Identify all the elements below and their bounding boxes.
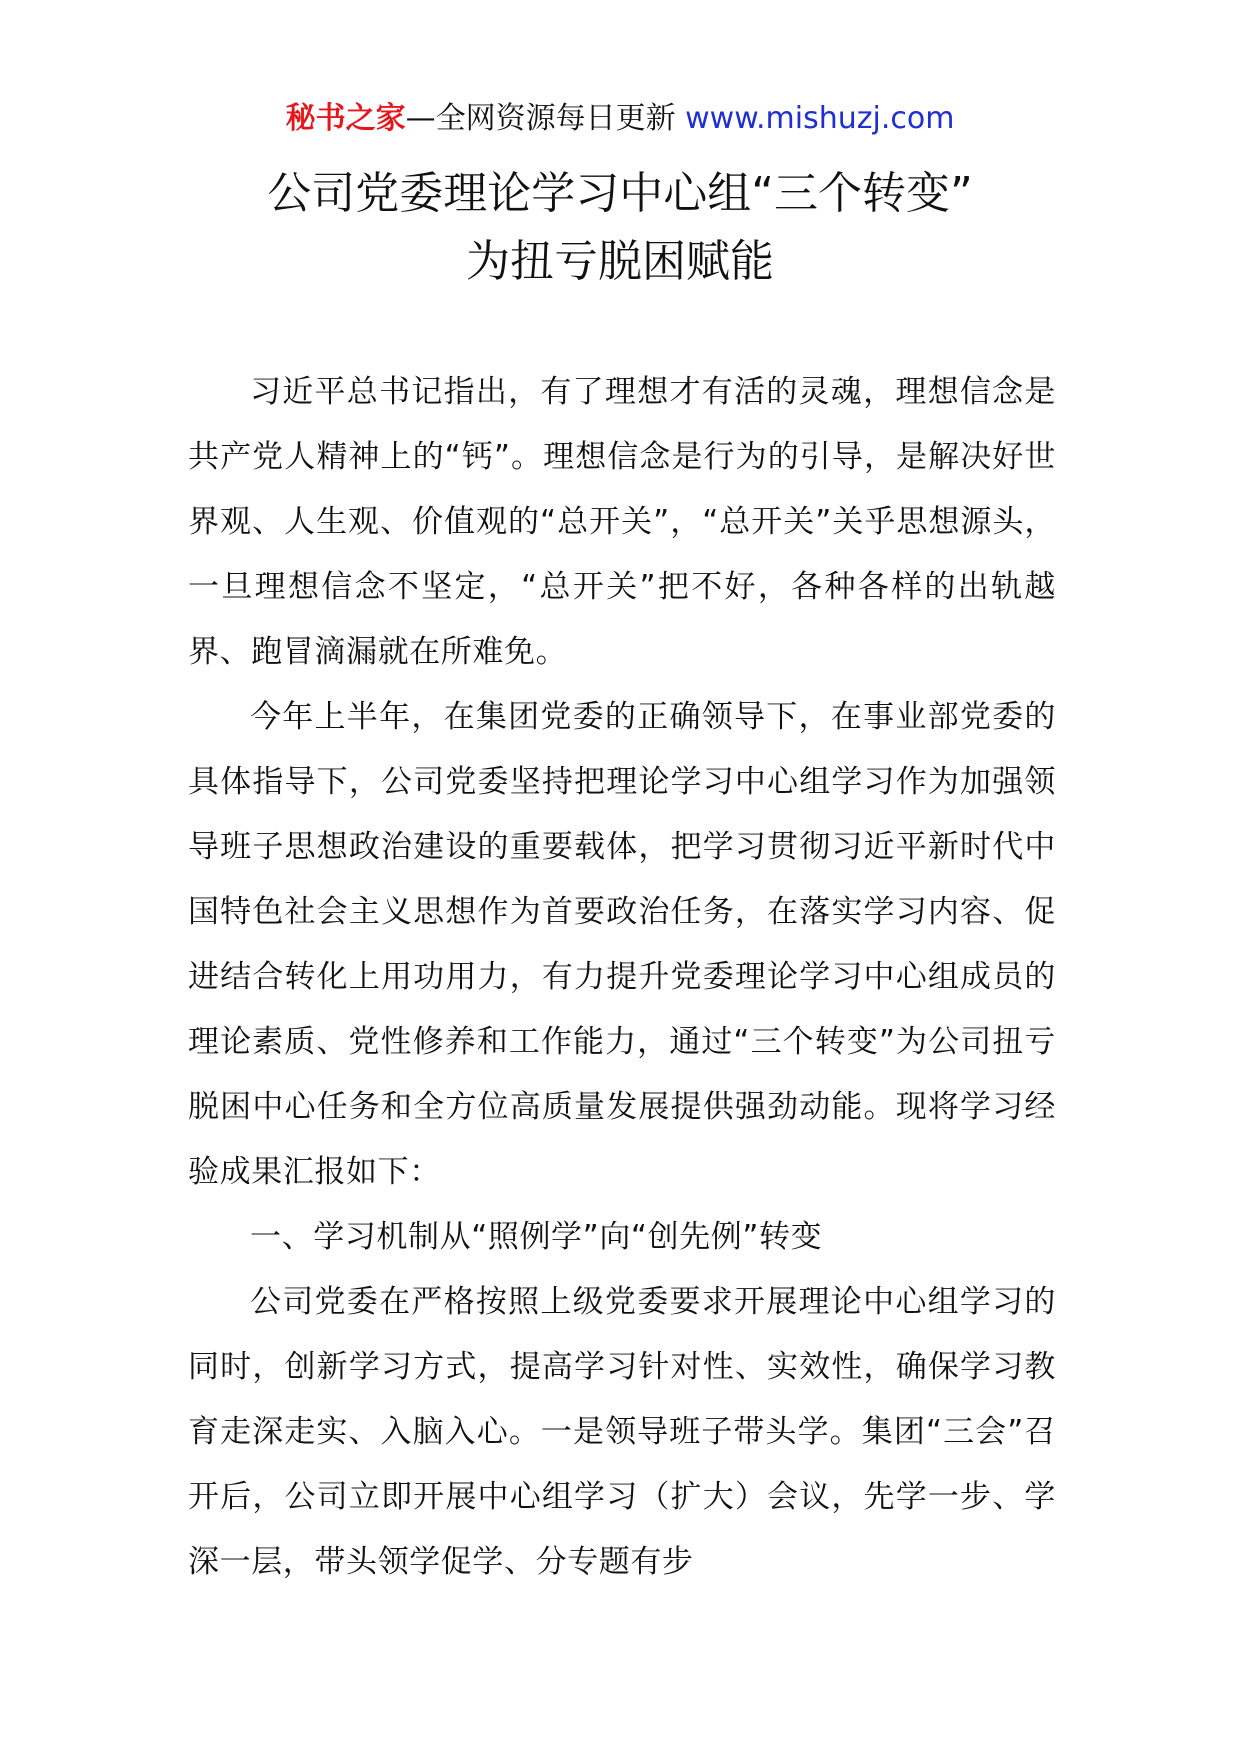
paragraph-summary: 今年上半年，在集团党委的正确领导下，在事业部党委的具体指导下，公司党委坚持把理论学习中心组学习作为加强领导班子思想政治建设的重要载体，把学习贯彻习近平新时代中国特色社会主义思想作为首要政治任务，在落实学习内容、促进结合转化上用功用力，有力提升党委理论学习中心组成员的理论素质、党性修养和工作能力，通过“三个转变”为公司扭亏脱困中心任务和全方位高质量发展提供强劲动能。现将学习经验成果汇报如下： bbox=[188, 699, 1056, 1190]
site-header bbox=[0, 98, 1240, 140]
paragraph-section1: 公司党委在严格按照上级党委要求开展理论中心组学习的同时，创新学习方式，提高学习针对性、实效性，确保学习教育走深走实、入脑入心。一是领导班子带头学。集团“三会”召开后，公司立即开展中心组学习（扩大）会议，先学一步、学深一层，带头领学促学、分专题有步 bbox=[188, 1284, 1056, 1580]
site-brand: 秘书之家 bbox=[285, 101, 406, 136]
site-url-link[interactable]: www.mishuzj.com bbox=[685, 101, 955, 136]
document-title-line2: 为扭亏脱困赋能 bbox=[466, 236, 774, 287]
section-heading-1: 一、学习机制从“照例学”向“创先例”转变 bbox=[250, 1219, 823, 1255]
paragraph-intro: 习近平总书记指出，有了理想才有活的灵魂，理想信念是共产党人精神上的“钙”。理想信念是行为的引导，是解决好世界观、人生观、价值观的“总开关”，“总开关”关乎思想源头，一旦理想信念不坚定，“总开关”把不好，各种各样的出轨越界、跑冒滴漏就在所难免。 bbox=[188, 374, 1056, 670]
document-title-line1: 公司党委理论学习中心组“三个转变” bbox=[267, 168, 973, 219]
site-tagline: —全网资源每日更新 bbox=[405, 101, 686, 136]
document-body bbox=[188, 360, 1056, 1595]
